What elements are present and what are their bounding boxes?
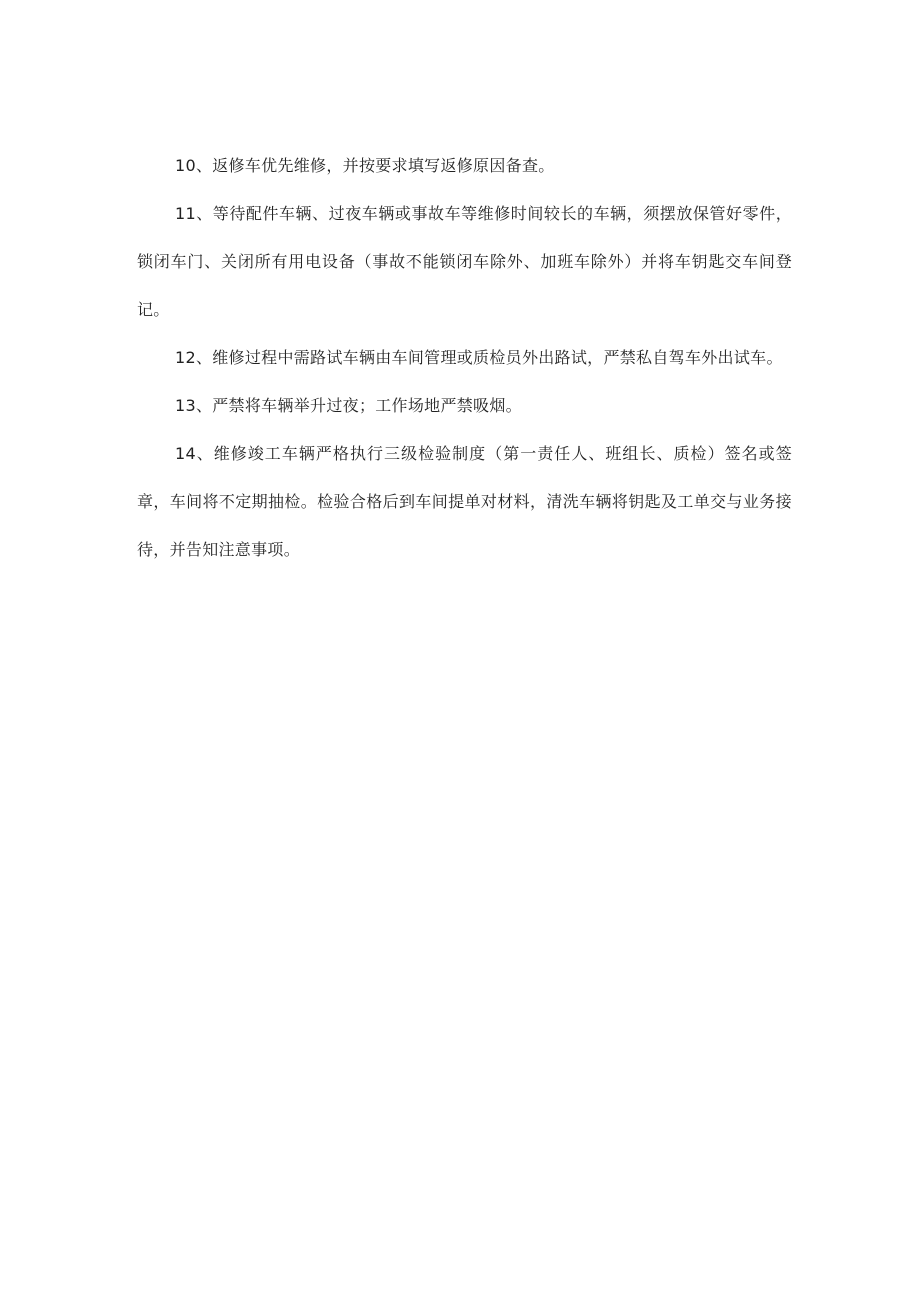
document-body xyxy=(137,142,792,574)
paragraph-item-11: 11、等待配件车辆、过夜车辆或事故车等维修时间较长的车辆，须摆放保管好零件，锁闭车门、关闭所有用电设备（事故不能锁闭车除外、加班车除外）并将车钥匙交车间登记。 xyxy=(137,204,792,319)
paragraph-item-10: 10、返修车优先维修，并按要求填写返修原因备查。 xyxy=(175,156,555,175)
paragraph-item-12: 12、维修过程中需路试车辆由车间管理或质检员外出路试，严禁私自驾车外出试车。 xyxy=(175,348,783,367)
paragraph-item-14: 14、维修竣工车辆严格执行三级检验制度（第一责任人、班组长、质检）签名或签章，车间将不定期抽检。检验合格后到车间提单对材料，清洗车辆将钥匙及工单交与业务接待，并告知注意事项。 xyxy=(137,444,792,559)
paragraph-item-13: 13、严禁将车辆举升过夜；工作场地严禁吸烟。 xyxy=(175,396,522,415)
